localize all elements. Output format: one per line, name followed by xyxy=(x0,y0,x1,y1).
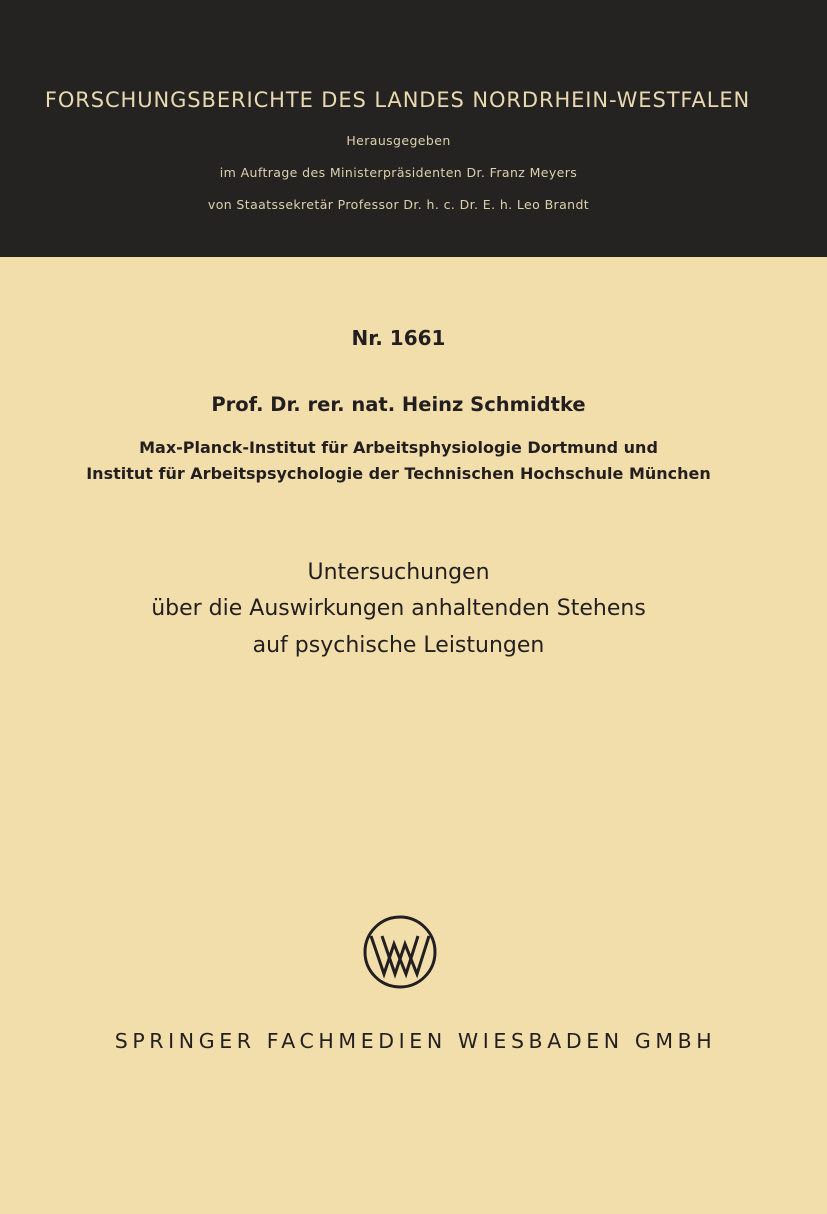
author-name: Prof. Dr. rer. nat. Heinz Schmidtke xyxy=(211,393,586,416)
title-line-1: Untersuchungen xyxy=(307,560,490,585)
title-line-3: auf psychische Leistungen xyxy=(252,633,545,658)
springer-logo-icon xyxy=(362,914,438,990)
report-number: Nr. 1661 xyxy=(351,326,446,350)
institution-line-1: Max-Planck-Institut für Arbeitsphysiologie Dortmund und xyxy=(139,438,658,457)
editor-line-staatssekretaer: von Staatssekretär Professor Dr. h. c. Dr. E. h. Leo Brandt xyxy=(207,197,590,212)
title-line-2: über die Auswirkungen anhaltenden Stehens xyxy=(151,596,646,621)
header-band xyxy=(0,0,827,257)
editor-line-auftrag: im Auftrage des Ministerpräsidenten Dr. Franz Meyers xyxy=(219,165,578,180)
publisher-name: SPRINGER FACHMEDIEN WIESBADEN GMBH xyxy=(114,1029,717,1053)
institution-line-2: Institut für Arbeitspsychologie der Technischen Hochschule München xyxy=(86,464,711,483)
series-title: FORSCHUNGSBERICHTE DES LANDES NORDRHEIN-WESTFALEN xyxy=(44,88,751,112)
editor-line-herausgegeben: Herausgegeben xyxy=(346,133,451,148)
